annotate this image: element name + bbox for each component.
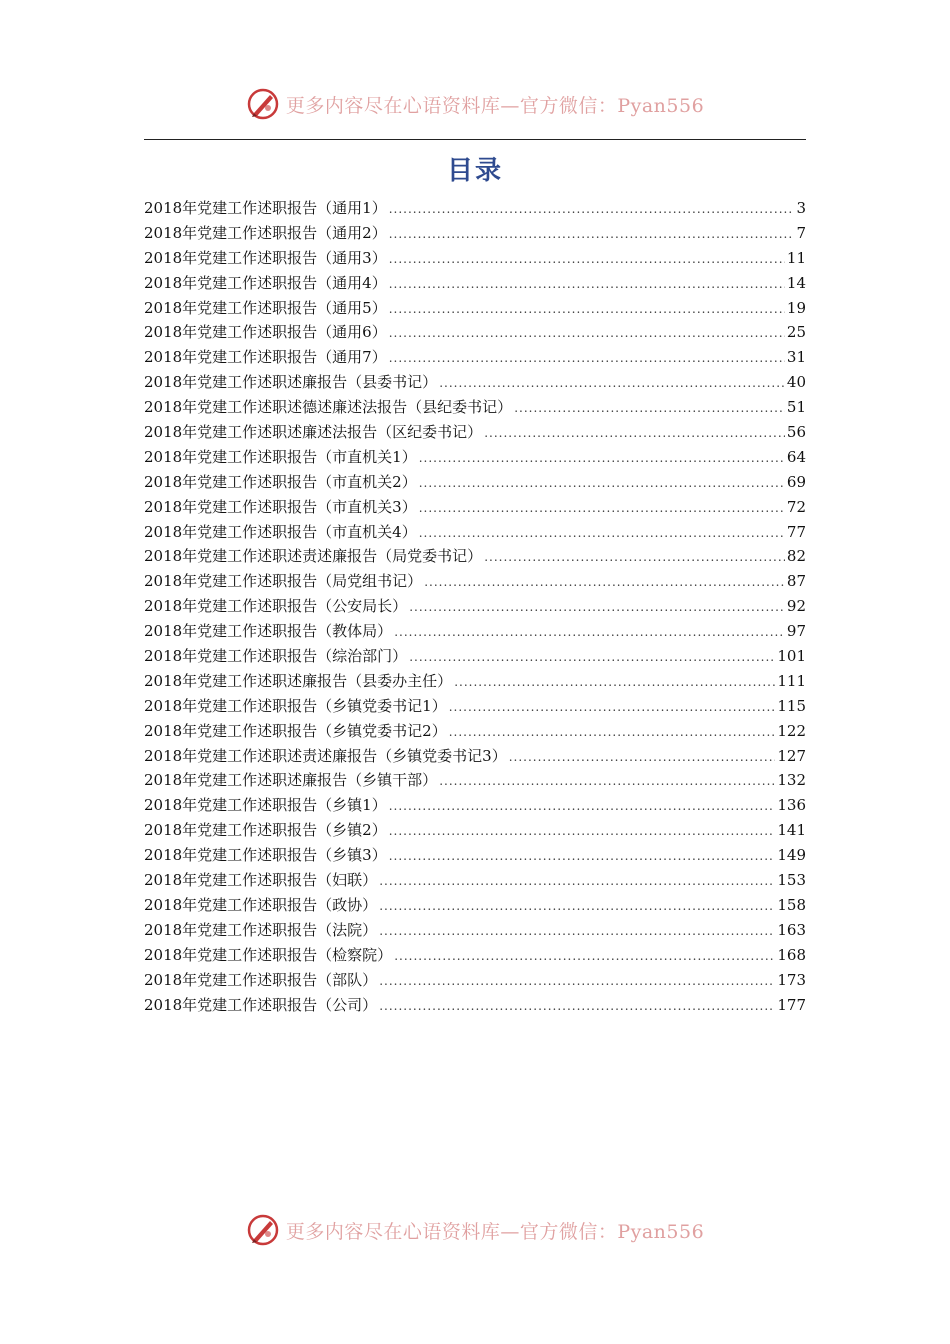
toc-dot-leader	[389, 794, 776, 819]
toc-dot-leader	[419, 496, 785, 521]
toc-entry-label: 2018年党建工作述职报告（乡镇1）	[144, 796, 387, 815]
toc-entry-label: 2018年党建工作述职报告（乡镇3）	[144, 846, 387, 865]
toc-entry-label: 2018年党建工作述职报告（教体局）	[144, 622, 393, 641]
toc-entry-label: 2018年党建工作述职报告（通用7）	[144, 348, 387, 367]
toc-entry[interactable]	[144, 569, 806, 594]
toc-dot-leader	[389, 321, 785, 346]
toc-title: 目录	[446, 156, 503, 186]
toc-entry-label: 2018年党建工作述职述廉报告（乡镇干部）	[144, 771, 438, 790]
toc-entry[interactable]	[144, 544, 806, 569]
toc-entry-label: 2018年党建工作述职述廉报告（县委办主任）	[144, 671, 453, 690]
toc-entry[interactable]	[144, 520, 806, 545]
toc-entry-page: 111	[777, 671, 806, 690]
toc-entry[interactable]	[144, 644, 806, 669]
toc-entry-page: 115	[777, 696, 806, 715]
toc-dot-leader	[409, 595, 785, 620]
header-divider	[144, 139, 806, 140]
toc-dot-leader	[389, 222, 795, 247]
toc-dot-leader	[439, 371, 785, 396]
toc-entry-label: 2018年党建工作述职报告（妇联）	[144, 871, 378, 890]
toc-dot-leader	[389, 346, 785, 371]
table-of-contents	[144, 196, 806, 1017]
toc-entry-label: 2018年党建工作述职报告（通用2）	[144, 223, 387, 242]
toc-entry[interactable]	[144, 768, 806, 793]
toc-entry-page: 153	[777, 871, 806, 890]
toc-entry-page: 97	[786, 622, 806, 641]
toc-entry-label: 2018年党建工作述职报告（通用4）	[144, 273, 387, 292]
toc-entry[interactable]	[144, 370, 806, 395]
toc-dot-leader	[379, 894, 775, 919]
toc-entry[interactable]	[144, 669, 806, 694]
toc-dot-leader	[419, 521, 785, 546]
toc-dot-leader	[379, 869, 775, 894]
toc-entry-label: 2018年党建工作述职报告（公安局长）	[144, 597, 408, 616]
toc-entry[interactable]	[144, 719, 806, 744]
footer-banner	[0, 1210, 950, 1250]
toc-entry-page: 64	[786, 447, 806, 466]
toc-entry-label: 2018年党建工作述职报告（市直机关1）	[144, 447, 417, 466]
toc-entry[interactable]	[144, 246, 806, 271]
toc-entry[interactable]	[144, 320, 806, 345]
toc-entry-page: 7	[796, 223, 806, 242]
toc-entry-label: 2018年党建工作述职报告（市直机关2）	[144, 472, 417, 491]
pen-logo-icon	[246, 87, 280, 121]
toc-dot-leader	[389, 819, 776, 844]
toc-entry[interactable]	[144, 943, 806, 968]
toc-entry-page: 77	[786, 522, 806, 541]
toc-entry[interactable]	[144, 694, 806, 719]
toc-dot-leader	[419, 471, 785, 496]
toc-dot-leader	[389, 297, 785, 322]
toc-entry-label: 2018年党建工作述职报告（乡镇党委书记1）	[144, 696, 447, 715]
toc-entry-label: 2018年党建工作述职报告（通用5）	[144, 298, 387, 317]
toc-entry-label: 2018年党建工作述职报告（市直机关3）	[144, 497, 417, 516]
toc-entry[interactable]	[144, 495, 806, 520]
toc-entry[interactable]	[144, 594, 806, 619]
toc-entry-page: 40	[786, 373, 806, 392]
toc-dot-leader	[419, 446, 785, 471]
toc-entry[interactable]	[144, 893, 806, 918]
toc-entry-label: 2018年党建工作述职述廉报告（县委书记）	[144, 373, 438, 392]
toc-entry-page: 31	[786, 348, 806, 367]
toc-entry[interactable]	[144, 619, 806, 644]
toc-entry-label: 2018年党建工作述职述廉述法报告（区纪委书记）	[144, 423, 483, 442]
footer-banner-text: 更多内容尽在心语资料库—官方微信：Pyan556	[285, 1220, 705, 1243]
toc-entry-label: 2018年党建工作述职报告（通用3）	[144, 248, 387, 267]
toc-entry[interactable]	[144, 345, 806, 370]
toc-entry-page: 72	[786, 497, 806, 516]
toc-entry-page: 173	[777, 970, 806, 989]
toc-dot-leader	[389, 272, 785, 297]
toc-entry-label: 2018年党建工作述职报告（法院）	[144, 920, 378, 939]
header-banner	[0, 84, 950, 124]
toc-dot-leader	[454, 670, 775, 695]
toc-dot-leader	[514, 396, 785, 421]
toc-dot-leader	[439, 769, 775, 794]
toc-entry-label: 2018年党建工作述职报告（局党组书记）	[144, 572, 423, 591]
toc-entry[interactable]	[144, 744, 806, 769]
toc-entry[interactable]	[144, 868, 806, 893]
toc-dot-leader	[389, 197, 795, 222]
toc-entry-page: 11	[786, 248, 806, 267]
toc-dot-leader	[394, 620, 785, 645]
toc-dot-leader	[409, 645, 775, 670]
toc-entry[interactable]	[144, 420, 806, 445]
toc-entry-page: 132	[777, 771, 806, 790]
toc-entry-label: 2018年党建工作述职报告（乡镇党委书记2）	[144, 721, 447, 740]
toc-entry-page: 25	[786, 323, 806, 342]
toc-dot-leader	[449, 720, 776, 745]
toc-entry-label: 2018年党建工作述职报告（部队）	[144, 970, 378, 989]
toc-entry-label: 2018年党建工作述职述责述廉报告（局党委书记）	[144, 547, 483, 566]
toc-dot-leader	[389, 844, 776, 869]
toc-dot-leader	[379, 994, 775, 1019]
toc-entry[interactable]	[144, 395, 806, 420]
toc-entry-page: 3	[796, 199, 806, 217]
toc-dot-leader	[389, 247, 785, 272]
toc-entry-page: 136	[777, 796, 806, 815]
toc-entry-page: 56	[786, 423, 806, 442]
toc-dot-leader	[379, 919, 775, 944]
toc-entry[interactable]	[144, 271, 806, 296]
toc-dot-leader	[424, 570, 785, 595]
toc-entry[interactable]	[144, 793, 806, 818]
toc-entry-page: 14	[786, 273, 806, 292]
toc-entry[interactable]	[144, 470, 806, 495]
toc-entry-page: 127	[777, 746, 806, 765]
toc-entry-page: 51	[786, 398, 806, 417]
toc-entry[interactable]	[144, 818, 806, 843]
toc-entry-label: 2018年党建工作述职述德述廉述法报告（县纪委书记）	[144, 398, 513, 417]
toc-entry-page: 158	[777, 895, 806, 914]
toc-entry-page: 122	[777, 721, 806, 740]
toc-entry[interactable]	[144, 843, 806, 868]
toc-entry-page: 69	[786, 472, 806, 491]
toc-entry-page: 168	[777, 945, 806, 964]
toc-entry[interactable]	[144, 196, 806, 221]
header-banner-text: 更多内容尽在心语资料库—官方微信：Pyan556	[285, 94, 705, 117]
pen-logo-icon	[246, 1213, 280, 1247]
toc-entry-label: 2018年党建工作述职报告（综治部门）	[144, 647, 408, 666]
toc-entry[interactable]	[144, 918, 806, 943]
toc-entry[interactable]	[144, 296, 806, 321]
toc-entry-label: 2018年党建工作述职报告（市直机关4）	[144, 522, 417, 541]
toc-entry-label: 2018年党建工作述职报告（检察院）	[144, 945, 393, 964]
toc-entry[interactable]	[144, 221, 806, 246]
toc-entry[interactable]	[144, 445, 806, 470]
toc-dot-leader	[379, 969, 775, 994]
toc-entry-page: 82	[786, 547, 806, 566]
toc-entry-page: 87	[786, 572, 806, 591]
toc-entry-label: 2018年党建工作述职述责述廉报告（乡镇党委书记3）	[144, 746, 507, 765]
toc-entry-page: 92	[786, 597, 806, 616]
toc-entry-label: 2018年党建工作述职报告（政协）	[144, 895, 378, 914]
toc-entry[interactable]	[144, 993, 806, 1018]
toc-entry-label: 2018年党建工作述职报告（公司）	[144, 995, 378, 1014]
toc-entry-label: 2018年党建工作述职报告（通用1）	[144, 199, 387, 217]
toc-entry-label: 2018年党建工作述职报告（通用6）	[144, 323, 387, 342]
toc-dot-leader	[509, 745, 776, 770]
toc-entry-page: 19	[786, 298, 806, 317]
toc-entry-page: 141	[777, 821, 806, 840]
toc-entry-label: 2018年党建工作述职报告（乡镇2）	[144, 821, 387, 840]
toc-entry-page: 101	[777, 647, 806, 666]
toc-dot-leader	[484, 545, 785, 570]
toc-entry[interactable]	[144, 968, 806, 993]
toc-dot-leader	[449, 695, 776, 720]
toc-dot-leader	[394, 944, 775, 969]
toc-dot-leader	[484, 421, 785, 446]
toc-entry-page: 177	[777, 995, 806, 1014]
toc-entry-page: 163	[777, 920, 806, 939]
toc-entry-page: 149	[777, 846, 806, 865]
